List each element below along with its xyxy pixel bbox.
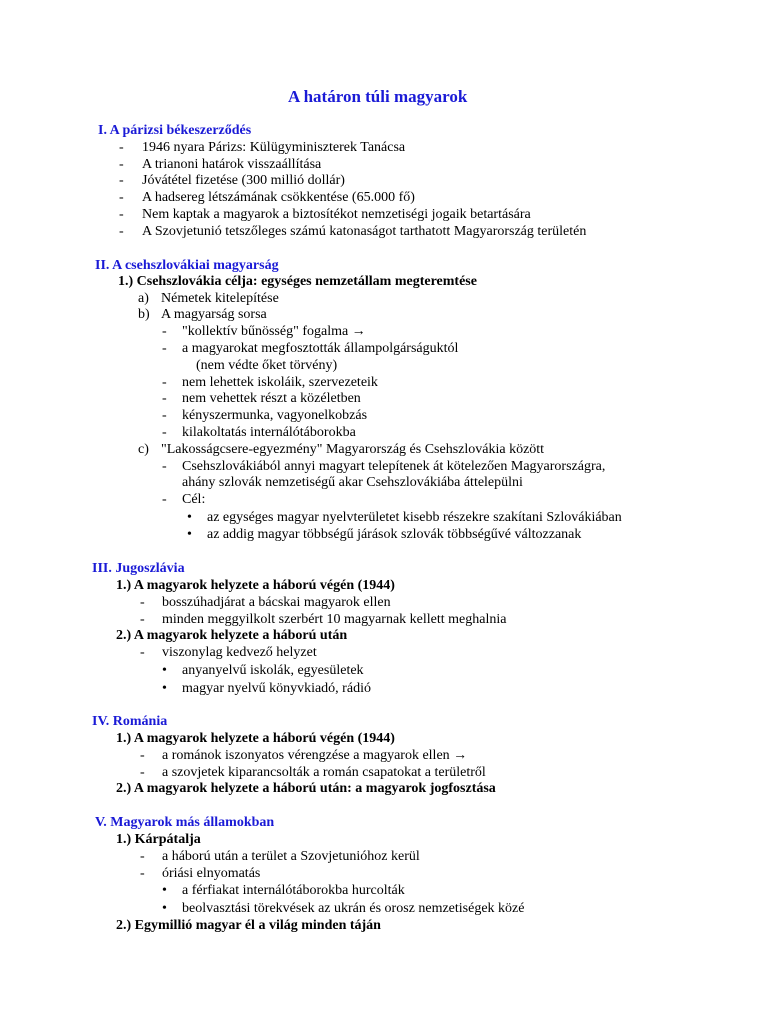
list-item: A magyarság sorsa [161,307,267,322]
list-item: Jóvátétel fizetése (300 millió dollár) [142,173,345,188]
list-item: óriási elnyomatás [162,866,261,881]
section-heading-3: III. Jugoszlávia [92,561,185,576]
list-item: A trianoni határok visszaállítása [142,157,322,172]
list-item: kényszermunka, vagyonelkobzás [182,408,368,423]
list-item: A hadsereg létszámának csökkentése (65.000 fő) [142,190,415,205]
letter-marker: c) [138,442,149,457]
dash-marker: - [119,173,124,188]
dash-marker: - [140,866,145,881]
dash-marker: - [140,645,145,660]
list-item: a háború után a terület a Szovjetunióhoz kerül [162,849,420,864]
subsection-heading: 1.) A magyarok helyzete a háború végén (1944) [116,578,395,593]
list-item: a szovjetek kiparancsolták a román csapatokat a területről [162,765,486,780]
dash-marker: - [162,341,167,356]
dash-marker: - [162,492,167,507]
bullet-marker: • [162,901,167,916]
dash-marker: - [119,140,124,155]
list-item: 1946 nyara Párizs: Külügyminiszterek Tanácsa [142,140,406,155]
list-item: a magyarokat megfosztották állampolgárságuktól [182,341,459,356]
letter-marker: a) [138,291,149,306]
list-item: nem vehettek részt a közéletben [182,391,361,406]
list-item: nem lehettek iskoláik, szervezeteik [182,375,378,390]
list-item: "kollektív bűnösség" fogalma → [182,324,366,339]
dash-marker: - [140,595,145,610]
section-heading-4: IV. Románia [92,714,168,729]
list-item: beolvasztási törekvések az ukrán és orosz nemzetiségek közé [182,901,525,916]
subsection-heading: 2.) Egymillió magyar él a világ minden táján [116,918,381,933]
list-item: anyanyelvű iskolák, egyesületek [182,663,364,678]
section-heading-5: V. Magyarok más államokban [95,815,275,830]
list-item: "Lakosságcsere-egyezmény" Magyarország és Csehszlovákia között [161,442,545,457]
dash-marker: - [140,748,145,763]
dash-marker: - [119,157,124,172]
page-title: A határon túli magyarok [288,87,468,106]
dash-marker: - [162,324,167,339]
bullet-marker: • [187,527,192,542]
dash-marker: - [162,408,167,423]
subsection-heading: 1.) A magyarok helyzete a háború végén (1944) [116,731,395,746]
list-item: viszonylag kedvező helyzet [162,645,317,660]
bullet-marker: • [162,883,167,898]
list-item: az egységes magyar nyelvterületet kisebb részekre szakítani Szlovákiában [207,510,622,525]
bullet-marker: • [162,681,167,696]
dash-marker: - [119,207,124,222]
subsection-heading: 2.) A magyarok helyzete a háború után: a magyarok jogfosztása [116,781,496,796]
list-item: A Szovjetunió tetszőleges számú katonaságot tarthatott Magyarország területén [142,224,587,239]
section-heading-2: II. A csehszlovákiai magyarság [95,258,279,273]
dash-marker: - [162,425,167,440]
list-item: Németek kitelepítése [161,291,279,306]
list-item: minden meggyilkolt szerbért 10 magyarnak kellett meghalnia [162,612,507,627]
dash-marker: - [140,765,145,780]
list-item: magyar nyelvű könyvkiadó, rádió [182,681,371,696]
list-item-continuation: (nem védte őket törvény) [196,358,338,373]
list-item: bosszúhadjárat a bácskai magyarok ellen [162,595,391,610]
dash-marker: - [119,224,124,239]
list-item: kilakoltatás internálótáborokba [182,425,356,440]
dash-marker: - [119,190,124,205]
dash-marker: - [162,375,167,390]
subsection-heading: 2.) A magyarok helyzete a háború után [116,628,348,643]
list-item: a románok iszonyatos vérengzése a magyarok ellen → [162,748,468,763]
list-item-continuation: ahány szlovák nemzetiségű akar Csehszlovákiába áttelepülni [182,475,523,490]
bullet-marker: • [162,663,167,678]
list-item: Csehszlovákiából annyi magyart telepítenek át kötelezően Magyarországra, [182,459,606,474]
dash-marker: - [140,612,145,627]
dash-marker: - [140,849,145,864]
bullet-marker: • [187,510,192,525]
letter-marker: b) [138,307,150,322]
list-item: Nem kaptak a magyarok a biztosítékot nemzetiségi jogaik betartására [142,207,531,222]
section-heading-1: I. A párizsi békeszerződés [98,123,252,138]
list-item: Cél: [182,492,206,507]
list-item: a férfiakat internálótáborokba hurcolták [182,883,405,898]
list-item: az addig magyar többségű járások szlovák többségűvé változzanak [207,527,582,542]
subsection-heading: 1.) Csehszlovákia célja: egységes nemzetállam megteremtése [118,274,477,289]
dash-marker: - [162,459,167,474]
dash-marker: - [162,391,167,406]
subsection-heading: 1.) Kárpátalja [116,832,201,847]
